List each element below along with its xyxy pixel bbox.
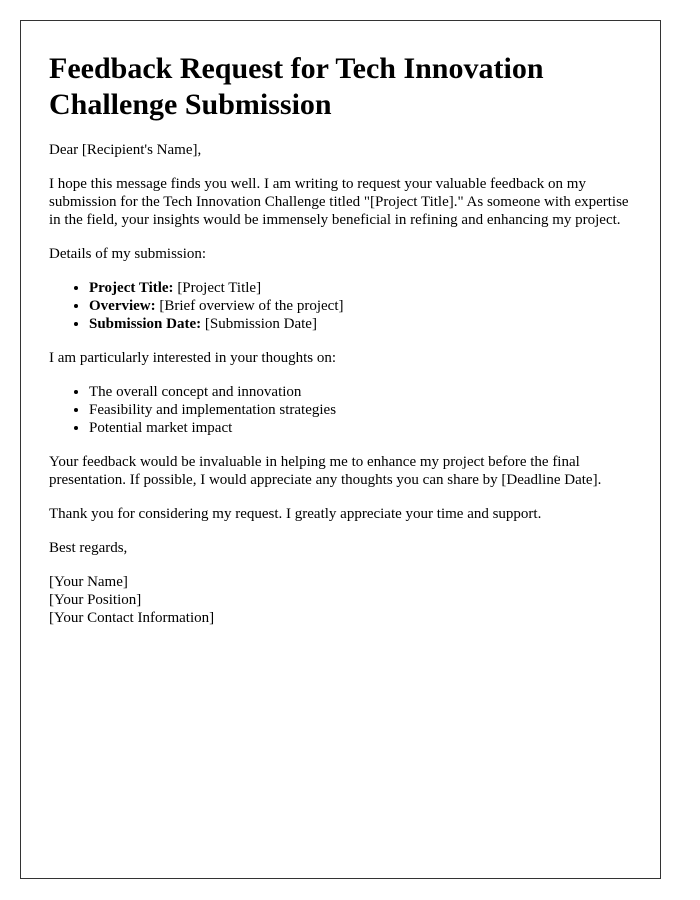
details-value: [Project Title] bbox=[173, 280, 262, 296]
interests-item: • Potential market impact bbox=[89, 419, 632, 437]
details-value: [Brief overview of the project] bbox=[155, 298, 344, 314]
closing-paragraph: Your feedback would be invaluable in helping me to enhance my project before the final presentation. If possible, I would appreciate any thoughts you can share by [Deadline Date]. bbox=[49, 454, 602, 488]
signature-name: [Your Name] bbox=[49, 574, 128, 590]
details-label: Submission Date: bbox=[89, 316, 202, 332]
details-label: Overview: bbox=[89, 298, 156, 314]
sign-off: Best regards, bbox=[49, 540, 128, 556]
details-item-submission-date bbox=[89, 315, 632, 333]
letter-title: Feedback Request for Tech Innovation Challenge Submission bbox=[49, 52, 544, 121]
signature-position: [Your Position] bbox=[49, 592, 142, 608]
intro-paragraph: I hope this message finds you well. I am writing to request your valuable feedback on my submission for the Tech Innovation Challenge titled "[Project Title]." As someone with expertise in the field, your insights would be immensely beneficial in refining and enhancing my project. bbox=[49, 176, 629, 228]
details-item-overview bbox=[89, 297, 632, 315]
details-list bbox=[49, 279, 632, 333]
interests-item: • The overall concept and innovation bbox=[89, 383, 632, 401]
interests-list bbox=[49, 383, 632, 437]
interests-item: • Feasibility and implementation strategies bbox=[89, 401, 632, 419]
details-heading: Details of my submission: bbox=[49, 246, 207, 262]
details-label: Project Title: bbox=[89, 280, 174, 296]
interests-heading: I am particularly interested in your thoughts on: bbox=[49, 350, 337, 366]
salutation: Dear [Recipient's Name], bbox=[49, 142, 202, 158]
details-value: [Submission Date] bbox=[201, 316, 317, 332]
letter-page bbox=[20, 20, 661, 879]
signature-block bbox=[49, 573, 632, 627]
details-item-project-title bbox=[89, 279, 632, 297]
thanks-paragraph: Thank you for considering my request. I greatly appreciate your time and support. bbox=[49, 506, 542, 522]
signature-contact: [Your Contact Information] bbox=[49, 610, 215, 626]
